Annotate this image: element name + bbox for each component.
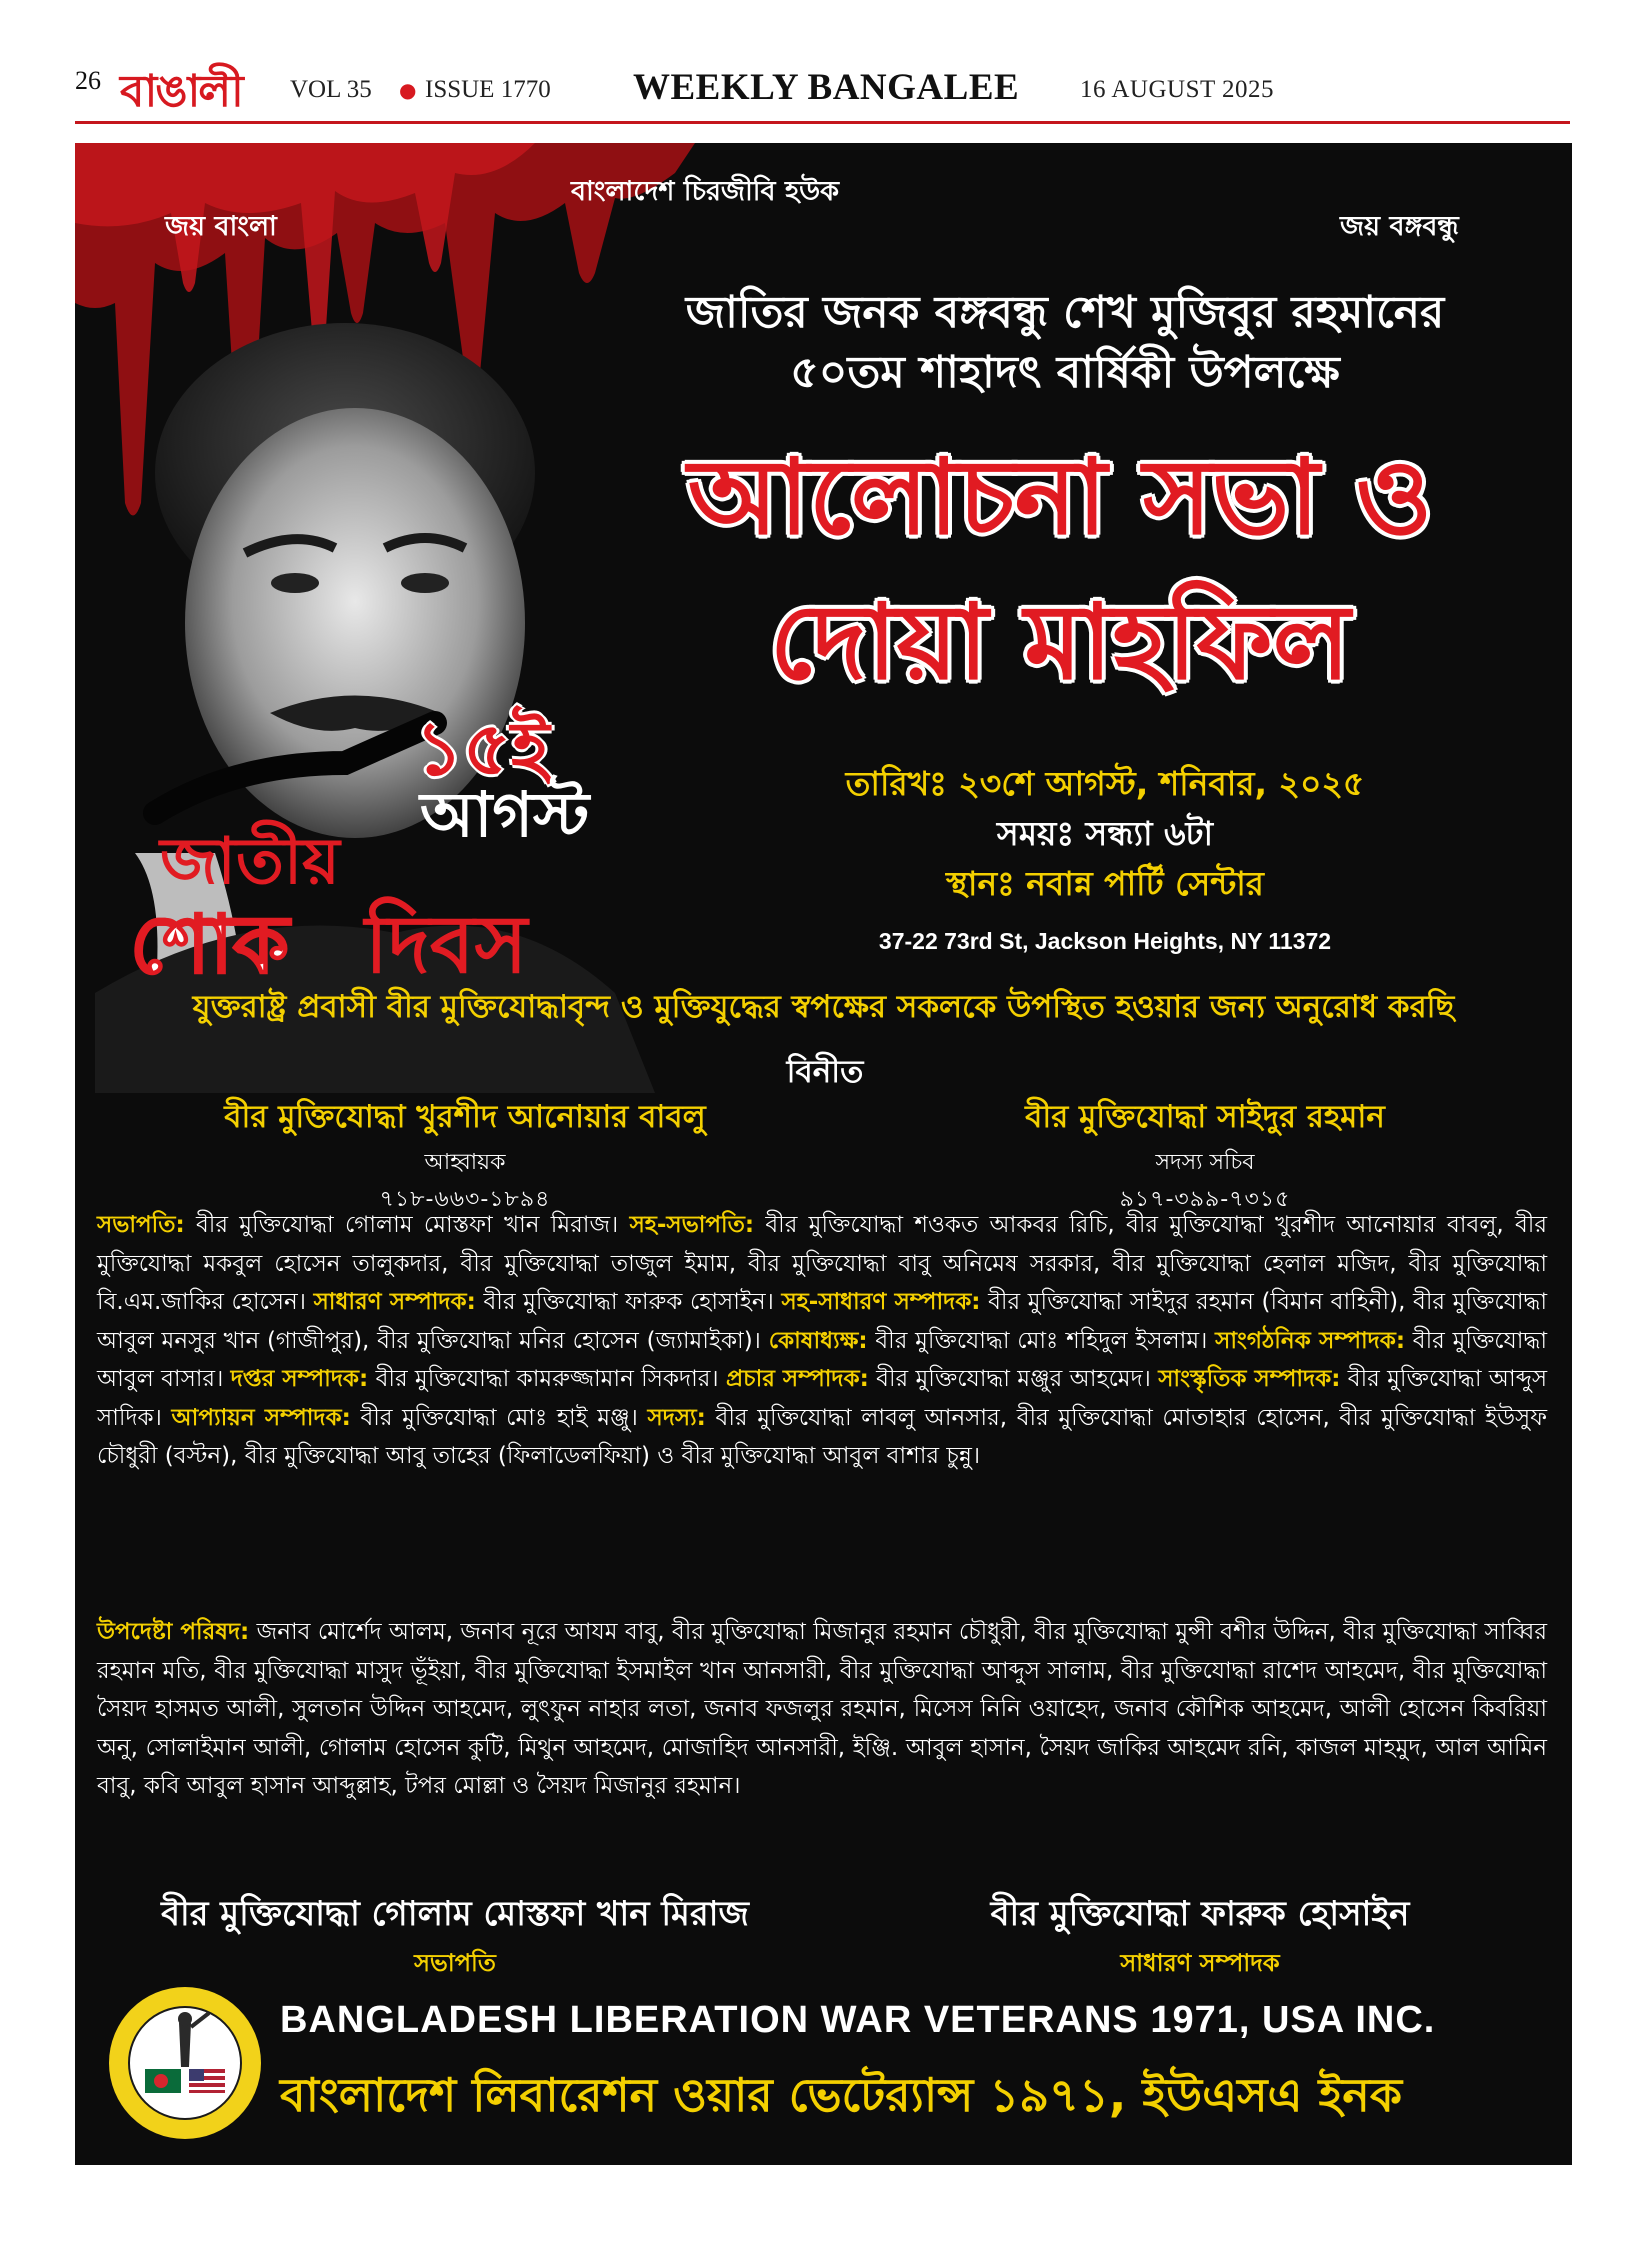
issue-label: ISSUE 1770 (425, 76, 551, 103)
mourning-day-word-jatiyo: জাতীয় (160, 825, 340, 899)
signatory-right-phone: ৯১৭-৩৯৯-৭৩১৫ (1119, 1187, 1291, 1212)
invitation-text: যুক্তরাষ্ট্র প্রবাসী বীর মুক্তিযোদ্ধাবৃন্দ ও মুক্তিযুদ্ধের স্বপক্ষের সকলকে উপস্থিত হওয়ার জন্য অনুরোধ করছি (192, 989, 1455, 1025)
signatory-right-name: বীর মুক্তিযোদ্ধা সাইদুর রহমান (1025, 1099, 1385, 1135)
signatory-right (895, 1093, 1515, 1219)
members-label: সদস্য: (647, 1404, 706, 1431)
event-date: তারিখঃ ২৩শে আগস্ট, শনিবার, ২০২৫ (845, 764, 1365, 803)
signatory-left (115, 1093, 815, 1219)
org-secretary-label: সাংগঠনিক সম্পাদক: (1215, 1327, 1406, 1354)
organization-name-bangla: বাংলাদেশ লিবারেশন ওয়ার ভেটের‌্যান্স ১৯৭১, ইউএসএ ইনক (280, 2068, 1403, 2122)
headline-line-1: জাতির জনক বঙ্গবন্ধু শেখ মুজিবুর রহমানের (685, 287, 1445, 338)
gs-label: সাধারণ সম্পাদক: (313, 1289, 476, 1315)
top-slogan-right: জয় বঙ্গবন্ধু (1340, 211, 1459, 242)
advisory-council (97, 1613, 1547, 1806)
reception-secretary-label: আপ্যায়ন সম্পাদক: (171, 1404, 351, 1431)
event-title-line-2: দোয়া মাহফিল (769, 581, 1351, 703)
president-label: সভাপতি: (97, 1212, 185, 1238)
mourning-day-word-dibos: দিবস (365, 898, 528, 991)
footer-right-name: বীর মুক্তিযোদ্ধা ফারুক হোসাইন (990, 1894, 1410, 1934)
publication-name: WEEKLY BANGALEE (633, 67, 1020, 108)
members-names: বীর মুক্তিযোদ্ধা লাবলু আনসার, বীর মুক্তিযোদ্ধা মোতাহার হোসেন, বীর মুক্তিযোদ্ধা ইউসুফ চৌধুরী (বস্টন), বীর মুক্তিযোদ্ধা আবু তাহের (ফিলাডেলফিয়া) ও বীর মুক্তিযোদ্ধা আবুল বাশার চুন্নু। (97, 1404, 1548, 1469)
vp-names: বীর মুক্তিযোদ্ধা শওকত আকবর রিচি, বীর মুক্তিযোদ্ধা খুরশীদ আনোয়ার বাবলু, বীর মুক্তিযোদ্ধা মকবুল হোসেন তালুকদার, বীর মুক্তিযোদ্ধা তাজুল ইমাম, বীর মুক্তিযোদ্ধা বাবু অনিমেষ সরকার, বীর মুক্তিযোদ্ধা হেলাল মজিদ, বীর মুক্তিযোদ্ধা বি.এম.জাকির হোসেন। (97, 1212, 1548, 1315)
headline-line-2: ৫০তম শাহাদৎ বার্ষিকী উপলক্ষে (790, 347, 1340, 398)
org-secretary-name: বীর মুক্তিযোদ্ধা আবুল বাসার। (97, 1327, 1547, 1392)
event-title-line-1: আলোচনা সভা ও (687, 436, 1433, 558)
veterans-emblem-icon (105, 1983, 265, 2143)
treasurer-name: বীর মুক্তিযোদ্ধা মোঃ শহিদুল ইসলাম। (875, 1327, 1208, 1354)
cultural-secretary-name: বীর মুক্তিযোদ্ধা আব্দুস সাদিক। (97, 1366, 1548, 1431)
footer-signatory-right (875, 1888, 1525, 1985)
office-secretary-name: বীর মুক্তিযোদ্ধা কামরুজ্জামান সিকদার। (375, 1366, 719, 1392)
signatory-left-phone: ৭১৮-৬৬৩-১৮৯৪ (379, 1187, 551, 1212)
bullet-icon: ● (399, 78, 417, 102)
publicity-secretary-label: প্রচার সম্পাদক: (725, 1366, 869, 1392)
top-slogan-center: বাংলাদেশ চিরজীবি হউক (570, 176, 840, 207)
top-slogan-left: জয় বাংলা (165, 211, 277, 242)
treasurer-label: কোষাধ্যক্ষ: (768, 1327, 868, 1354)
cultural-secretary-label: সাংস্কৃতিক সম্পাদক: (1158, 1366, 1341, 1392)
jgs-label: সহ-সাধারণ সম্পাদক: (781, 1289, 981, 1315)
newspaper-header (75, 60, 1570, 122)
organization-name-english: BANGLADESH LIBERATION WAR VETERANS 1971, USA INC. (280, 1999, 1436, 2041)
advertisement-panel (75, 143, 1572, 2165)
signatory-left-role: আহ্বায়ক (424, 1150, 506, 1175)
footer-right-role: সাধারণ সম্পাদক (1120, 1949, 1280, 1977)
publicity-secretary-name: বীর মুক্তিযোদ্ধা মঞ্জুর আহমেদ। (876, 1366, 1151, 1392)
footer-left-name: বীর মুক্তিযোদ্ধা গোলাম মোস্তফা খান মিরাজ (161, 1894, 749, 1934)
vp-label: সহ-সভাপতি: (629, 1212, 755, 1238)
event-address: 37-22 73rd St, Jackson Heights, NY 11372 (878, 928, 1332, 954)
advisors-label: উপদেষ্টা পরিষদ: (97, 1619, 250, 1645)
mourning-day-word-shok: শোক (130, 898, 289, 991)
newspaper-logo: বাঙালী (120, 66, 242, 117)
footer-left-role: সভাপতি (414, 1949, 496, 1977)
jgs-names: বীর মুক্তিযোদ্ধা সাইদুর রহমান (বিমান বাহিনী), বীর মুক্তিযোদ্ধা আবুল মনসুর খান (গাজীপুর), বীর মুক্তিযোদ্ধা মনির হোসেন (জ্যামাইকা)। (97, 1289, 1548, 1354)
advisors-names: জনাব মোর্শেদ আলম, জনাব নূরে আযম বাবু, বীর মুক্তিযোদ্ধা মিজানুর রহমান চৌধুরী, বীর মুক্তিযোদ্ধা মুন্সী বশীর উদ্দিন, বীর মুক্তিযোদ্ধা সাব্বির রহমান মতি, বীর মুক্তিযোদ্ধা মাসুদ ভূঁইয়া, বীর মুক্তিযোদ্ধা ইসমাইল খান আনসারী, বীর মুক্তিযোদ্ধা আব্দুস সালাম, বীর মুক্তিযোদ্ধা রাশেদ আহমেদ, বীর মুক্তিযোদ্ধা সৈয়দ হাসমত আলী, সুলতান উদ্দিন আহমেদ, লুৎফুন নাহার লতা, জনাব ফজলুর রহমান, মিসেস নিনি ওয়াহেদ, জনাব কৌশিক আহমেদ, আলী হোসেন কিবরিয়া অনু, সোলাইমান আলী, গোলাম হোসেন কুটি, মিথুন আহমেদ, মোজাহিদ আনসারী, ইঞ্জি. আবুল হাসান, সৈয়দ জাকির আহমেদ রনি, কাজল মাহমুদ, আল আমিন বাবু, কবি আবুল হাসান আব্দুল্লাহ, টপর মোল্লা ও সৈয়দ মিজানুর রহমান। (97, 1619, 1547, 1799)
page-number: 26 (75, 66, 101, 95)
office-secretary-label: দপ্তর সম্পাদক: (230, 1366, 369, 1392)
binito-label: বিনীত (786, 1054, 864, 1090)
issue-date: 16 AUGUST 2025 (1080, 76, 1275, 103)
event-venue: স্থানঃ নবান্ন পার্টি সেন্টার (946, 864, 1264, 903)
mourning-day-number: ১৫ই (415, 706, 550, 792)
volume-label: VOL 35 (290, 76, 372, 103)
signatory-right-role: সদস্য সচিব (1155, 1150, 1255, 1175)
footer-signatory-left (95, 1888, 815, 1985)
committee-list (97, 1206, 1547, 1476)
event-time: সময়ঃ সন্ধ্যা ৬টা (996, 814, 1214, 853)
signatory-left-name: বীর মুক্তিযোদ্ধা খুরশীদ আনোয়ার বাবলু (224, 1099, 706, 1135)
gs-name: বীর মুক্তিযোদ্ধা ফারুক হোসাইন। (483, 1289, 774, 1315)
mourning-day-month: আগস্ট (420, 778, 590, 851)
president-name: বীর মুক্তিযোদ্ধা গোলাম মোস্তফা খান মিরাজ। (195, 1212, 619, 1238)
reception-secretary-name: বীর মুক্তিযোদ্ধা মোঃ হাই মঞ্জু। (360, 1404, 638, 1431)
header-rule (75, 121, 1570, 124)
